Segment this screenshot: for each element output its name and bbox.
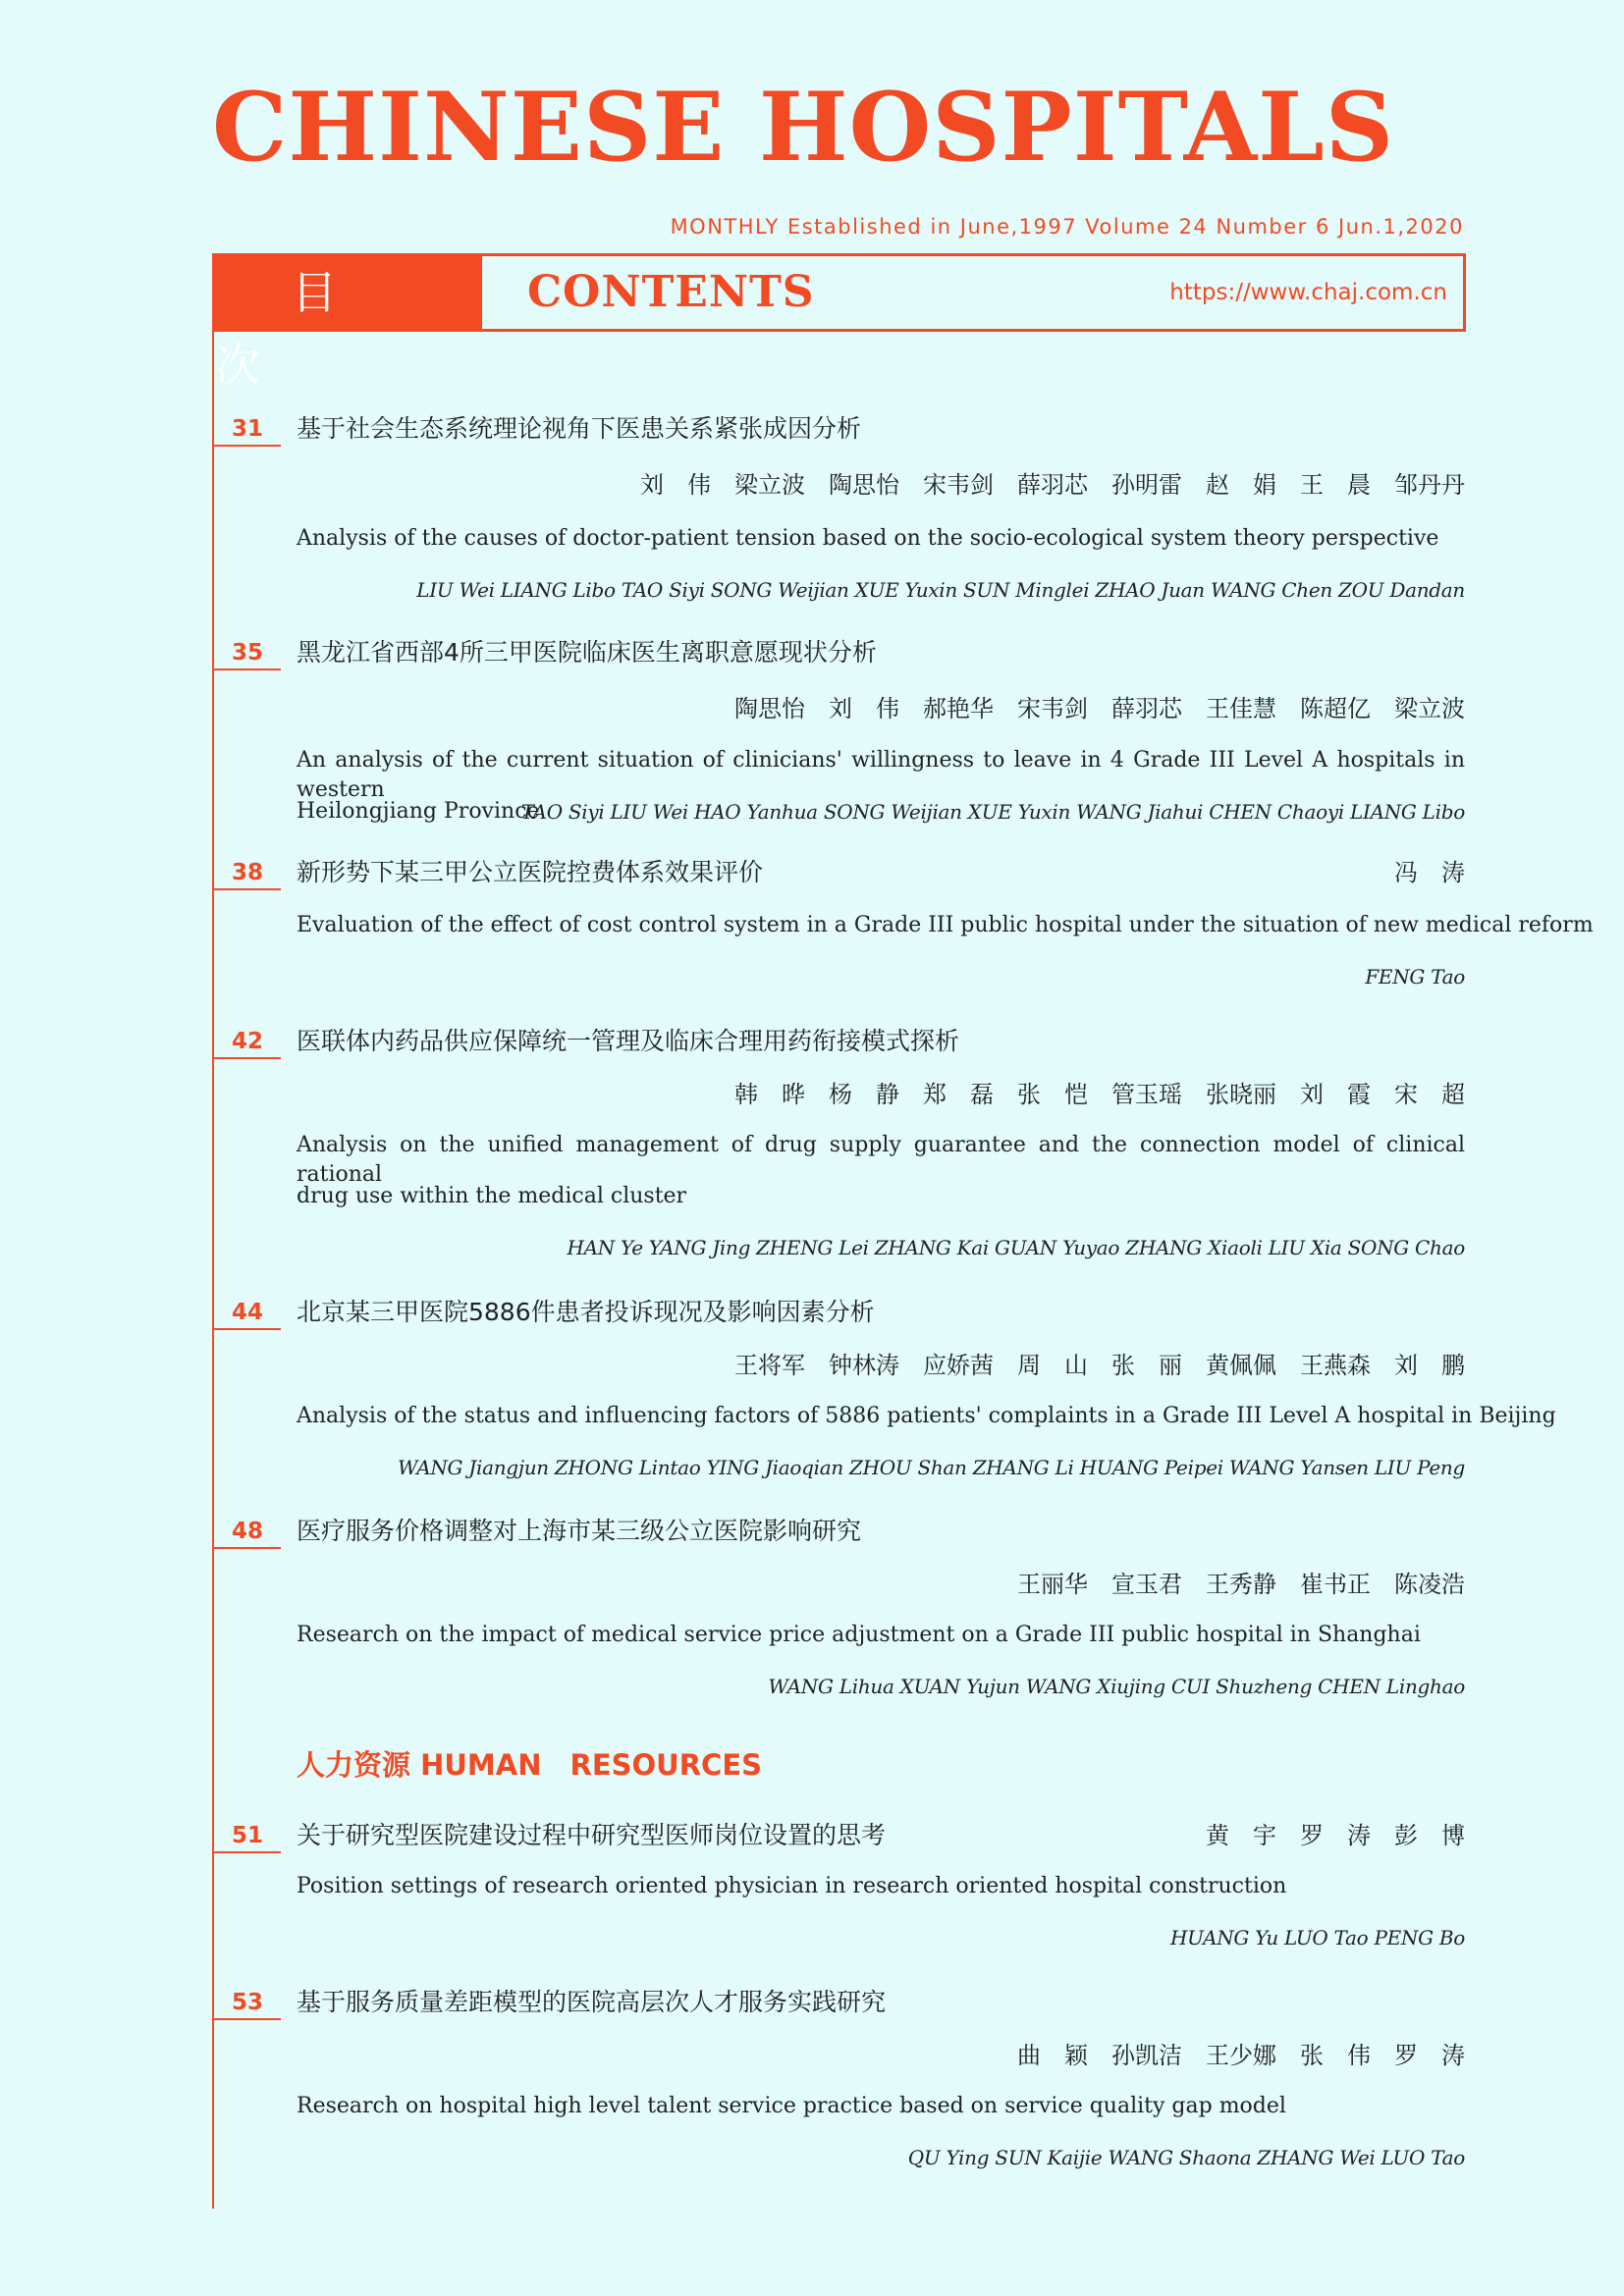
article-cn-title[interactable]: 北京某三甲医院5886件患者投诉现况及影响因素分析 xyxy=(297,1298,875,1326)
page-rule xyxy=(212,1547,281,1549)
article-en-title: Evaluation of the effect of cost control system in a Grade III public hospital under the situation of new medical reform xyxy=(297,913,1594,937)
article-cn-title[interactable]: 关于研究型医院建设过程中研究型医师岗位设置的思考 xyxy=(297,1821,887,1849)
page-number: 31 xyxy=(232,416,264,442)
page-rule xyxy=(212,2018,281,2020)
article-en-authors: HAN Ye YANG Jing ZHENG Lei ZHANG Kai GUAN Yuyao ZHANG Xiaoli LIU Xia SONG Chao xyxy=(567,1236,1465,1259)
article-cn-title[interactable]: 基于服务质量差距模型的医院高层次人才服务实践研究 xyxy=(297,1988,887,2016)
page-rule xyxy=(212,668,281,670)
page-number: 53 xyxy=(232,1990,264,2015)
article-cn-title[interactable]: 医联体内药品供应保障统一管理及临床合理用药衔接模式探析 xyxy=(297,1027,960,1055)
article-cn-authors: 王将军 钟林涛 应娇茜 周 山 张 丽 黄佩佩 王燕森 刘 鹏 xyxy=(734,1352,1465,1379)
article-en-title: Analysis of the causes of doctor-patient tension based on the socio-ecological system theory perspective xyxy=(297,526,1439,551)
article-cn-authors: 冯 涛 xyxy=(1394,859,1465,886)
issue-info: MONTHLY Established in June,1997 Volume 24 Number 6 Jun.1,2020 xyxy=(670,215,1464,239)
article-en-authors: QU Ying SUN Kaijie WANG Shaona ZHANG Wei LUO Tao xyxy=(907,2146,1465,2169)
article-cn-authors: 刘 伟 梁立波 陶思怡 宋韦剑 薛羽芯 孙明雷 赵 娟 王 晨 邹丹丹 xyxy=(640,471,1465,499)
section-heading-human-resources: 人力资源 HUMAN RESOURCES xyxy=(297,1748,763,1782)
page-rule xyxy=(212,1851,281,1853)
article-en-authors: WANG Lihua XUAN Yujun WANG Xiujing CUI Shuzheng CHEN Linghao xyxy=(768,1675,1465,1698)
article-en-title: Position settings of research oriented physician in research oriented hospital construction xyxy=(297,1874,1287,1898)
page-rule xyxy=(212,1057,281,1059)
article-en-title: Research on the impact of medical service price adjustment on a Grade III public hospital in Shanghai xyxy=(297,1623,1421,1647)
article-en-authors: LIU Wei LIANG Libo TAO Siyi SONG Weijian XUE Yuxin SUN Minglei ZHAO Juan WANG Chen ZOU Dandan xyxy=(416,578,1465,602)
article-cn-title[interactable]: 基于社会生态系统理论视角下医患关系紧张成因分析 xyxy=(297,414,862,443)
contents-en-label: CONTENTS xyxy=(527,267,815,317)
page-rule xyxy=(212,445,281,447)
page-rule xyxy=(212,888,281,890)
article-en-title-line-2: Heilongjiang Province xyxy=(297,799,540,824)
article-en-title-line-2: drug use within the medical cluster xyxy=(297,1184,687,1208)
article-en-authors: TAO Siyi LIU Wei HAO Yanhua SONG Weijian XUE Yuxin WANG Jiahui CHEN Chaoyi LIANG Libo xyxy=(520,800,1465,824)
article-en-authors: WANG Jiangjun ZHONG Lintao YING Jiaoqian ZHOU Shan ZHANG Li HUANG Peipei WANG Yansen LIU Peng xyxy=(397,1456,1465,1479)
page-rule xyxy=(212,1328,281,1330)
page-number: 42 xyxy=(232,1029,264,1054)
article-en-authors: FENG Tao xyxy=(1365,965,1465,988)
article-cn-authors: 曲 颖 孙凯洁 王少娜 张 伟 罗 涛 xyxy=(1017,2042,1465,2069)
journal-url[interactable]: https://www.chaj.com.cn xyxy=(1169,280,1447,305)
article-en-authors: HUANG Yu LUO Tao PENG Bo xyxy=(1170,1926,1465,1949)
contents-bar xyxy=(212,253,1466,392)
journal-masthead: CHINESE HOSPITALS xyxy=(212,72,1395,183)
article-cn-authors: 韩 晔 杨 静 郑 磊 张 恺 管玉瑶 张晓丽 刘 霞 宋 超 xyxy=(734,1081,1465,1108)
article-cn-title[interactable]: 黑龙江省西部4所三甲医院临床医生离职意愿现状分析 xyxy=(297,638,877,667)
article-en-title-line-1: An analysis of the current situation of clinicians' willingness to leave in 4 Grade III Level A hospitals in western xyxy=(297,748,1465,802)
article-cn-authors: 王丽华 宣玉君 王秀静 崔书正 陈凌浩 xyxy=(1017,1571,1465,1598)
article-en-title: Analysis of the status and influencing factors of 5886 patients' complaints in a Grade III Level A hospital in Beijing xyxy=(297,1404,1556,1428)
article-cn-authors: 黄 宇 罗 涛 彭 博 xyxy=(1206,1822,1465,1849)
margin-rule xyxy=(212,329,214,2209)
page-number: 38 xyxy=(232,860,264,885)
article-en-title: Research on hospital high level talent service practice based on service quality gap model xyxy=(297,2094,1286,2118)
page-number: 48 xyxy=(232,1519,264,1544)
article-cn-title[interactable]: 医疗服务价格调整对上海市某三级公立医院影响研究 xyxy=(297,1517,862,1545)
page-number: 44 xyxy=(232,1300,264,1325)
article-cn-authors: 陶思怡 刘 伟 郝艳华 宋韦剑 薛羽芯 王佳慧 陈超亿 梁立波 xyxy=(734,695,1465,722)
contents-cn-label: 目次 xyxy=(215,256,482,329)
page-number: 35 xyxy=(232,640,264,666)
article-en-title-line-1: Analysis on the unified management of drug supply guarantee and the connection model of clinical rational xyxy=(297,1133,1465,1187)
page-number: 51 xyxy=(232,1823,264,1848)
article-cn-title[interactable]: 新形势下某三甲公立医院控费体系效果评价 xyxy=(297,858,764,886)
